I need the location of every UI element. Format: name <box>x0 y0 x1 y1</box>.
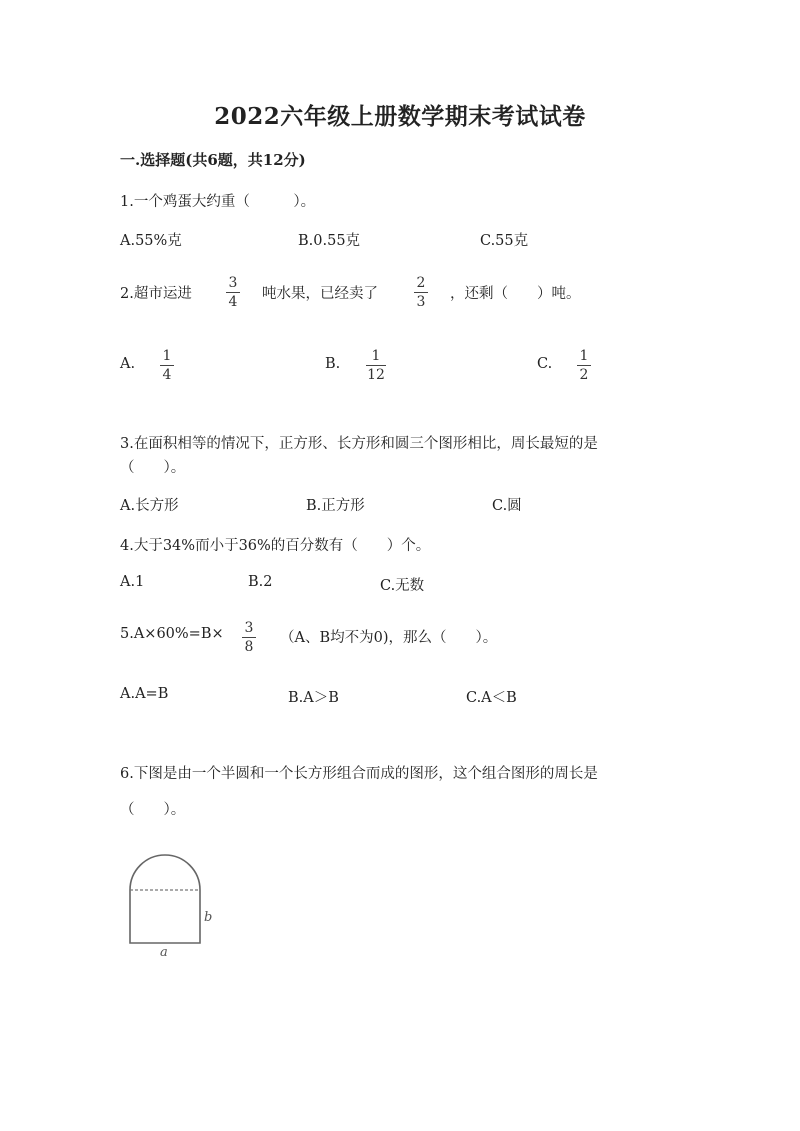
question-5-fraction <box>242 620 256 655</box>
question-3-option-b: B.正方形 <box>306 498 365 514</box>
question-3-line-1: 3.在面积相等的情况下，正方形、长方形和圆三个图形相比，周长最短的是 <box>120 436 598 452</box>
question-6-line-1: 6.下图是由一个半圆和一个长方形组合而成的图形，这个组合图形的周长是 <box>120 766 598 782</box>
fraction-bar <box>242 637 256 638</box>
fraction-denominator: 8 <box>244 639 254 655</box>
question-6-line-2: （ ）。 <box>120 802 186 818</box>
fraction-bar <box>366 365 386 366</box>
question-2-suffix: ，还剩（ ）吨。 <box>450 286 581 302</box>
question-2-option-b-fraction <box>366 348 386 383</box>
question-2-option-b-letter: B. <box>325 356 341 372</box>
question-2-option-c-letter: C. <box>537 356 553 372</box>
fraction-numerator: 1 <box>371 348 381 364</box>
fraction-numerator: 1 <box>162 348 172 364</box>
question-4-option-a: A.1 <box>120 574 145 590</box>
question-2-middle: 吨水果，已经卖了 <box>262 286 378 302</box>
question-4-text: 4.大于34%而小于36%的百分数有（ ）个。 <box>120 538 431 554</box>
question-1-option-c: C.55克 <box>480 233 529 249</box>
question-1-option-b: B.0.55克 <box>298 233 361 249</box>
section-heading: 一.选择题(共6题，共12分) <box>120 151 306 169</box>
question-2-fraction-2 <box>414 275 428 310</box>
question-1-text: 1.一个鸡蛋大约重（ ）。 <box>120 194 316 210</box>
fraction-numerator: 3 <box>244 620 254 636</box>
question-1-option-a: A.55%克 <box>120 233 182 249</box>
question-3-option-a: A.长方形 <box>120 498 179 514</box>
fraction-numerator: 3 <box>228 275 238 291</box>
question-2-fraction-1 <box>226 275 240 310</box>
question-5-suffix: （A、B均不为0)，那么（ ）。 <box>280 630 498 646</box>
question-5-option-c: C.A＜B <box>466 690 517 706</box>
fraction-bar <box>226 292 240 293</box>
figure-label-b: b <box>204 910 213 925</box>
fraction-denominator: 3 <box>416 294 426 310</box>
figure-outline <box>130 855 200 943</box>
semicircle-rectangle-figure <box>120 850 220 962</box>
figure-label-a: a <box>160 945 168 960</box>
question-4-option-b: B.2 <box>248 574 273 590</box>
fraction-denominator: 12 <box>367 367 385 383</box>
fraction-bar <box>160 365 174 366</box>
fraction-bar <box>414 292 428 293</box>
question-4-option-c: C.无数 <box>380 578 425 594</box>
question-2-option-c-fraction <box>577 348 591 383</box>
fraction-denominator: 4 <box>228 294 238 310</box>
question-5-option-b: B.A＞B <box>288 690 339 706</box>
fraction-denominator: 2 <box>579 367 589 383</box>
fraction-denominator: 4 <box>162 367 172 383</box>
question-5-prefix: 5.A×60%=B× <box>120 626 224 642</box>
question-2-option-a-letter: A. <box>120 356 136 372</box>
fraction-numerator: 2 <box>416 275 426 291</box>
question-3-line-2: （ ）。 <box>120 460 186 476</box>
question-2-prefix: 2.超市运进 <box>120 286 192 302</box>
question-3-option-c: C.圆 <box>492 498 522 514</box>
fraction-numerator: 1 <box>579 348 589 364</box>
question-2-option-a-fraction <box>160 348 174 383</box>
page-title: 2022六年级上册数学期末考试试卷 <box>214 103 586 130</box>
fraction-bar <box>577 365 591 366</box>
question-5-option-a: A.A=B <box>120 686 169 702</box>
